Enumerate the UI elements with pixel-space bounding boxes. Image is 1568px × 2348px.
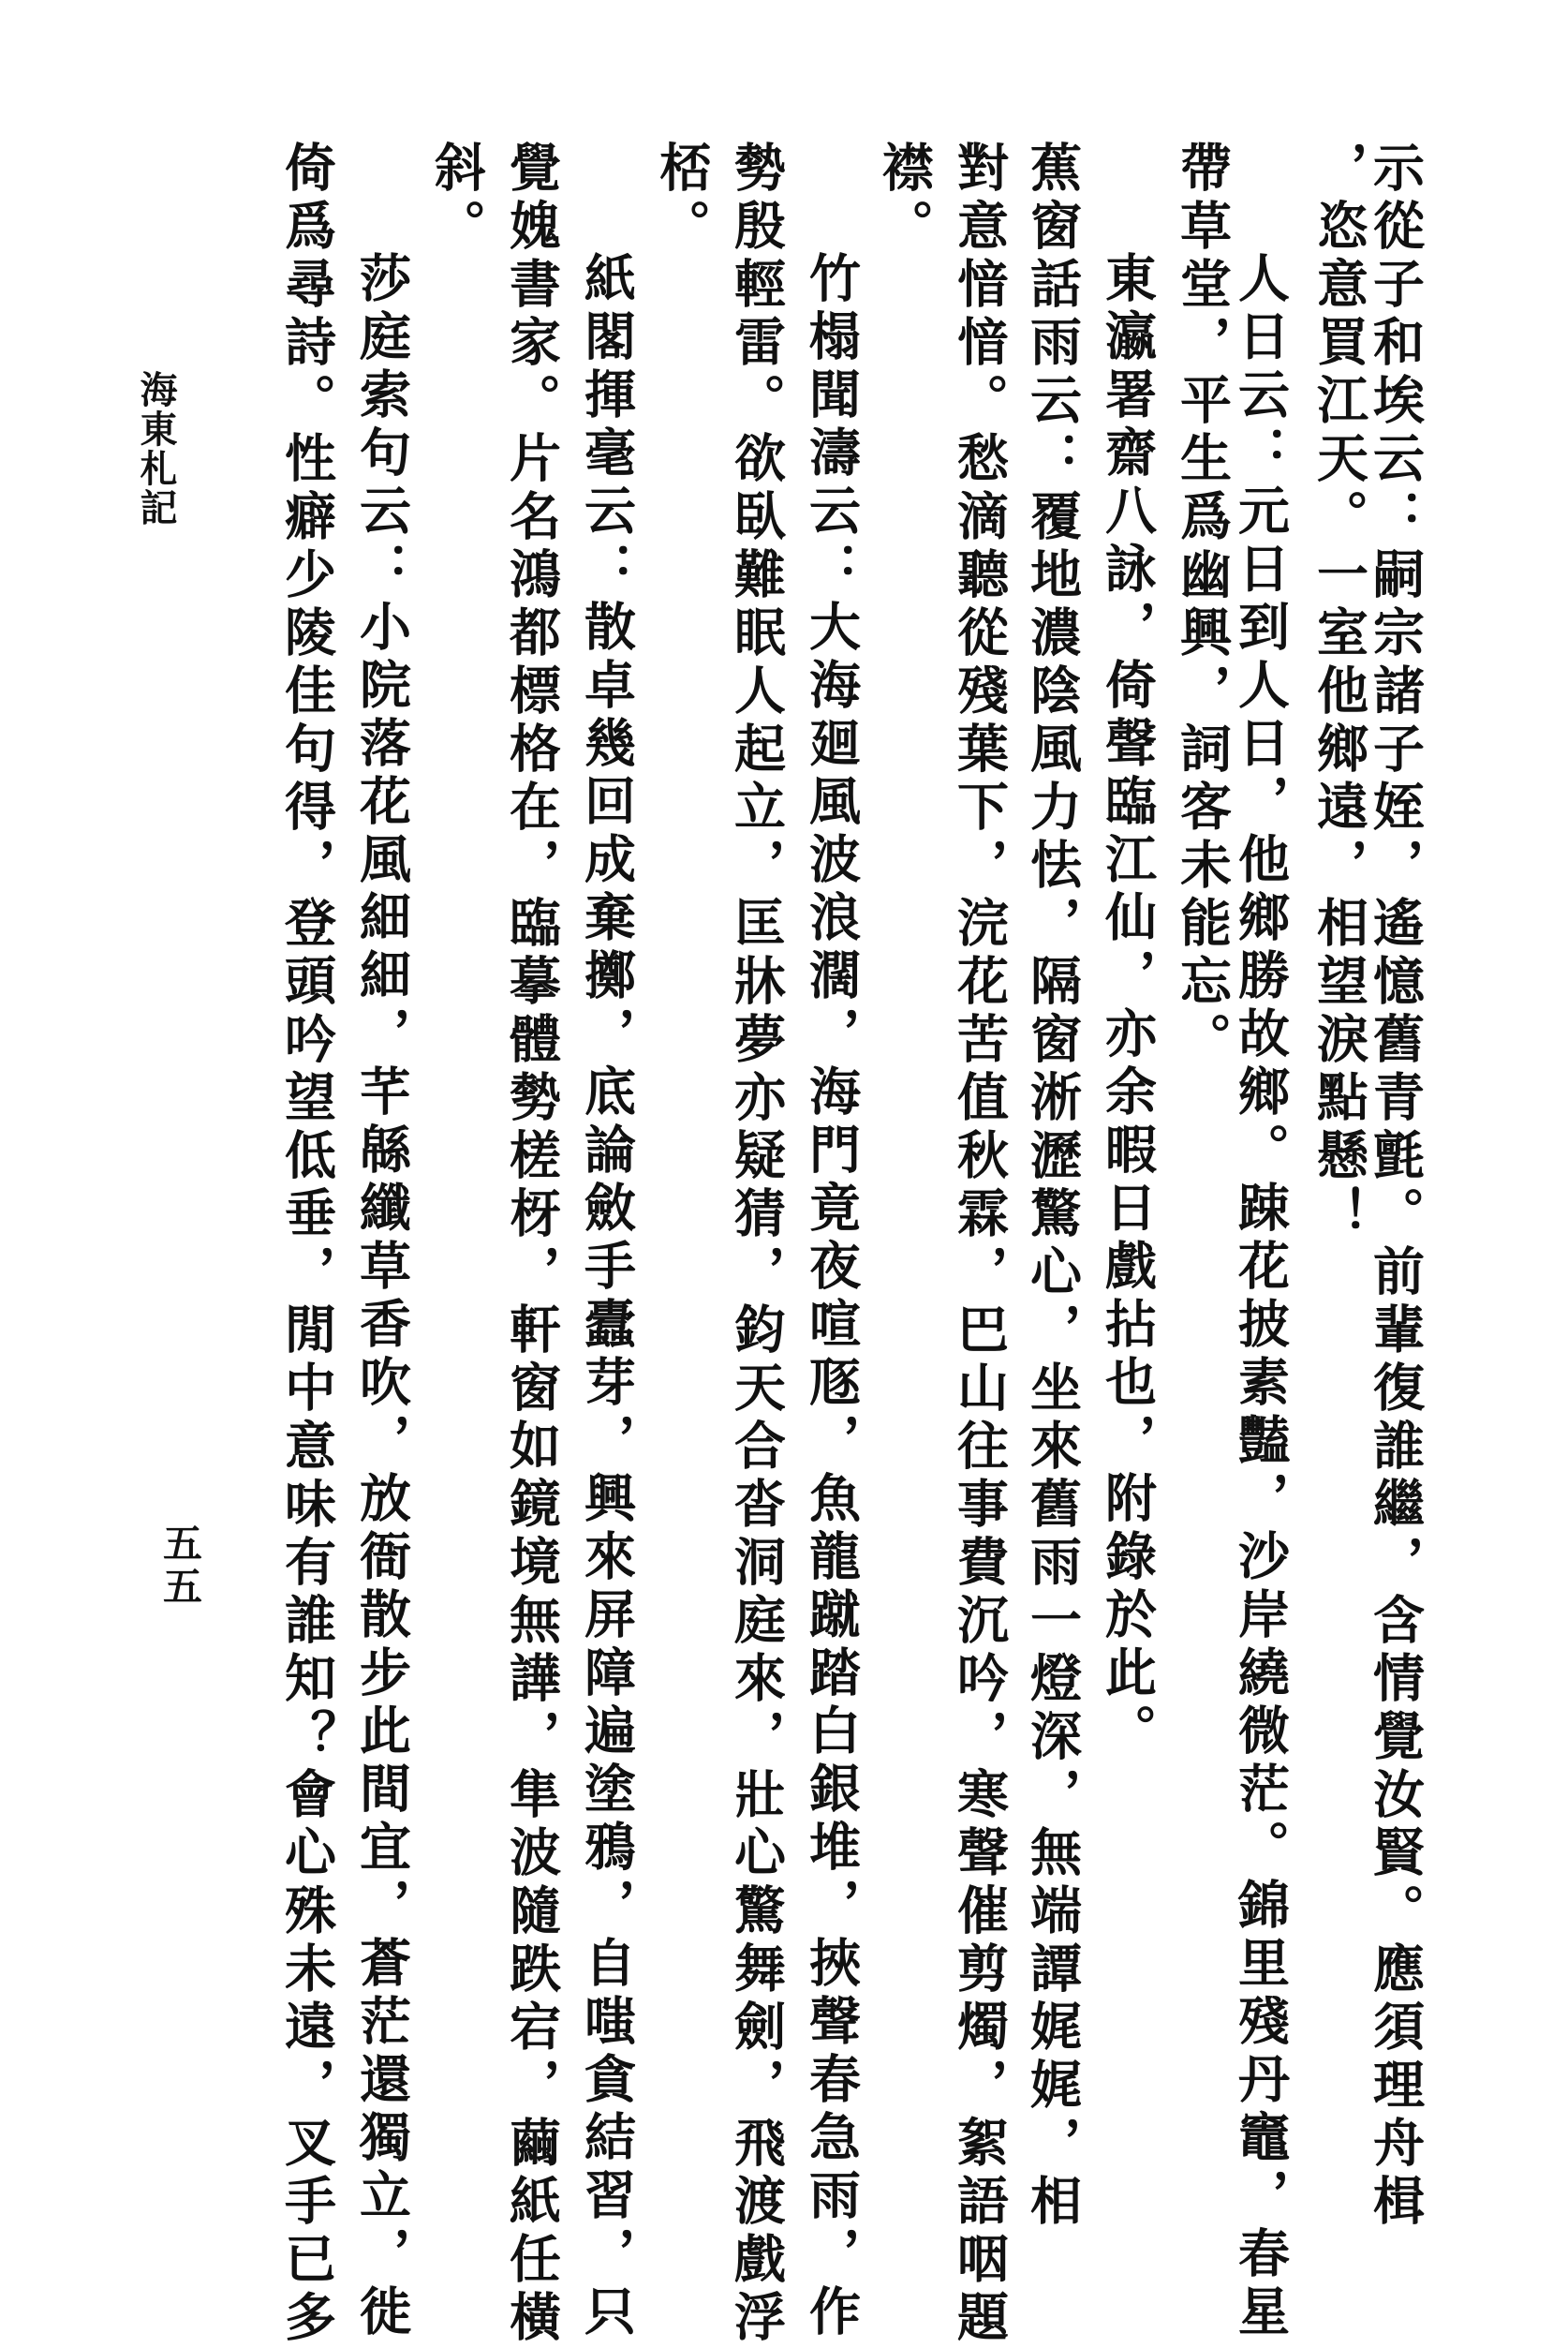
text-column-1: 示從子和埃云：嗣宗諸子姪，遙憶舊青氈。前輩復誰繼，含情覺汝賢。應須理舟楫 [1365,141,1426,2232]
text-column-9: 竹榻聞濤云：大海廻風波浪濶，海門竟夜喧豗，魚龍蹴踏白銀堆，挾聲春急雨，作 [801,251,862,2342]
text-column-4: 帶草堂，平生爲幽興，詞客未能忘。 [1172,141,1233,1070]
text-column-13: 覺媿書家。片名鴻都標格在，臨摹體勢槎枒，軒窗如鏡境無譁，隼波隨跌宕，繭紙任橫 [501,141,562,2348]
text-column-16: 倚爲尋詩。性癖少陵佳句得，登頭吟望低垂，閒中意味有誰知？會心殊未遠，叉手已多 [276,141,337,2348]
text-column-2: ，恣意買江天。一室他鄉遠，相望淚點懸！ [1309,141,1369,1244]
text-column-5: 東瀛署齋八詠，倚聲臨江仙，亦余暇日戲拈也，附錄於此。 [1097,251,1158,1761]
page-number: 五五 [157,1523,203,1609]
text-column-6: 蕉窗話雨云：覆地濃陰風力怯，隔窗淅瀝驚心，坐來舊雨一燈深，無端譚娓娓，相 [1022,141,1083,2232]
text-column-12: 紙閣揮毫云：散卓幾回成棄擲，底論斂手蠹芽，興來屏障遍塗鴉，自嗤貪結習，只 [576,251,637,2342]
text-column-7: 對意愔愔。愁滴聽從殘葉下，浣花苦值秋霖，巴山往事費沉吟，寒聲催剪燭，絮語咽題 [949,141,1010,2348]
running-head: 海東札記 [134,370,178,528]
text-column-11: 桮。 [651,141,712,257]
text-column-14: 斜。 [426,141,487,257]
text-column-10: 勢殷輕雷。欲臥難眠人起立，匡牀夢亦疑猜，鈞天合沓洞庭來，壯心驚舞劍，飛渡戲浮 [726,141,787,2348]
text-column-8: 襟。 [874,141,935,257]
text-column-3: 人日云：元日到人日，他鄉勝故鄉。踈花披素豔，沙岸繞微茫。錦里殘丹竈，春星 [1230,251,1291,2342]
text-column-15: 莎庭索句云：小院落花風細細，芊緜纖草香吹，放衙散步此間宜，蒼茫還獨立，徙 [351,251,412,2342]
